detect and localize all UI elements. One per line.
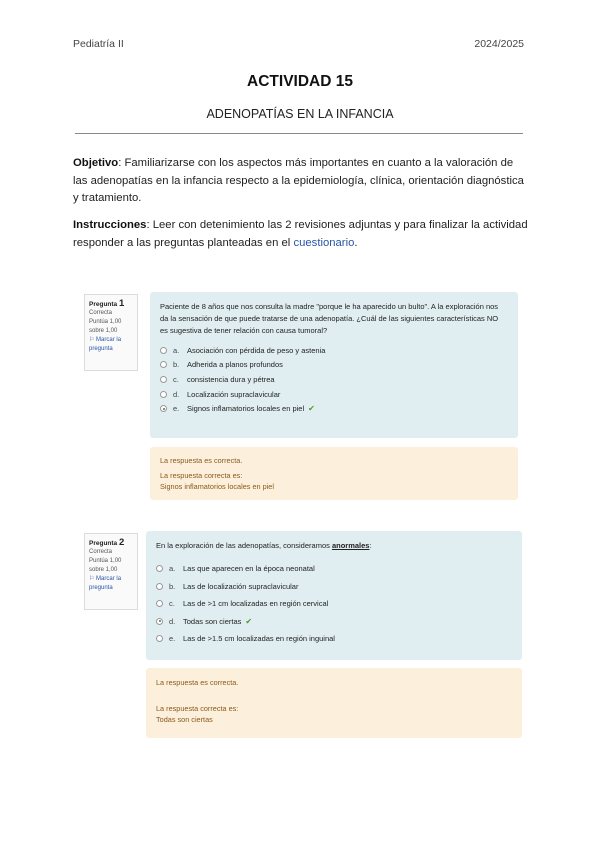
question-1-option-c[interactable]: c. consistencia dura y pétrea — [160, 372, 508, 387]
feedback-status: La respuesta es correcta. — [156, 678, 239, 687]
radio-button[interactable] — [160, 361, 167, 368]
question-1-option-a[interactable]: a. Asociación con pérdida de peso y astenia — [160, 343, 508, 358]
radio-button[interactable] — [156, 600, 163, 607]
feedback-answer: Todas son ciertas — [156, 715, 213, 724]
feedback-status: La respuesta es correcta. — [160, 456, 243, 465]
question-2-option-e[interactable]: e. Las de >1.5 cm localizadas en región inguinal — [156, 630, 512, 648]
feedback-answer-label: La respuesta correcta es: — [156, 703, 239, 713]
question-1-score: Puntúa 1,00 sobre 1,00 — [89, 319, 122, 334]
radio-button[interactable] — [160, 347, 167, 354]
radio-button-selected[interactable] — [160, 405, 167, 412]
question-1-box — [150, 292, 518, 438]
instructions-paragraph — [73, 217, 528, 252]
question-2-option-b[interactable]: b. Las de localización supraclavicular — [156, 578, 512, 596]
instructions-end: . — [354, 236, 358, 249]
question-2-score: Puntúa 1,00 sobre 1,00 — [89, 558, 122, 573]
question-1-status: Correcta — [89, 310, 113, 316]
radio-button[interactable] — [156, 635, 163, 642]
question-2-info — [84, 533, 138, 610]
checkmark-icon: ✔ — [245, 616, 253, 626]
question-1-option-e[interactable]: e. Signos inflamatorios locales en piel ✔ — [160, 401, 508, 416]
feedback-answer: Signos inflamatorios locales en piel — [160, 482, 274, 491]
objective-label: Objetivo — [73, 157, 119, 169]
page-title: ACTIVIDAD 15 — [247, 73, 353, 90]
radio-button[interactable] — [156, 583, 163, 590]
question-1-option-b[interactable]: b. Adherida a planos profundos — [160, 358, 508, 373]
objective-paragraph — [73, 155, 528, 208]
emphasis-anormales: anormales — [331, 541, 370, 550]
question-2-option-c[interactable]: c. Las de >1 cm localizadas en región cervical — [156, 595, 512, 613]
question-1-info — [84, 294, 138, 371]
checkmark-icon: ✔ — [308, 404, 315, 414]
divider — [75, 133, 523, 134]
questionnaire-link[interactable]: cuestionario — [293, 236, 355, 249]
instructions-text: : Leer con detenimiento las 2 revisiones adjuntas y para finalizar la actividad responder a las preguntas planteadas en el — [73, 219, 528, 249]
objective-text: : Familiarizarse con los aspectos más importantes en cuanto a la valoración de las adenopatías en la infancia respecto a la epidemiología, clínica, orientación diagnóstica y tratamiento. — [73, 157, 524, 204]
question-2-number: Pregunta 2 — [89, 537, 125, 548]
question-1-text: Paciente de 8 años que nos consulta la madre "porque le ha aparecido un bulto". A la exploración nos da la sensación de que puede tratarse de una adenopatía. ¿Cuál de las siguientes características NO es sugestiva de tener relación con causa tumoral? — [160, 302, 499, 335]
question-1-option-d[interactable]: d. Localización supraclavicular — [160, 387, 508, 402]
course-name: Pediatría II — [73, 38, 124, 50]
question-2-option-d[interactable]: d. Todas son ciertas ✔ — [156, 613, 512, 631]
question-2-status: Correcta — [89, 549, 113, 555]
question-2-option-a[interactable]: a. Las que aparecen en la época neonatal — [156, 560, 512, 578]
radio-button[interactable] — [156, 565, 163, 572]
question-2-feedback — [146, 668, 522, 738]
radio-button[interactable] — [160, 391, 167, 398]
question-2-flag[interactable]: ⚐ Marcar la pregunta — [89, 576, 122, 591]
question-1-feedback — [150, 447, 518, 500]
academic-year: 2024/2025 — [474, 38, 524, 50]
feedback-answer-label: La respuesta correcta es: — [160, 470, 243, 480]
page-subtitle: ADENOPATÍAS EN LA INFANCIA — [206, 107, 394, 121]
radio-button-selected[interactable] — [156, 618, 163, 625]
question-1-number: Pregunta 1 — [89, 298, 125, 309]
question-2-text: En la exploración de las adenopatías, consideramos anormales: — [156, 541, 372, 550]
instructions-label: Instrucciones — [73, 219, 147, 231]
radio-button[interactable] — [160, 376, 167, 383]
question-1-flag[interactable]: ⚐ Marcar la pregunta — [89, 337, 122, 352]
question-2-box — [146, 531, 522, 660]
